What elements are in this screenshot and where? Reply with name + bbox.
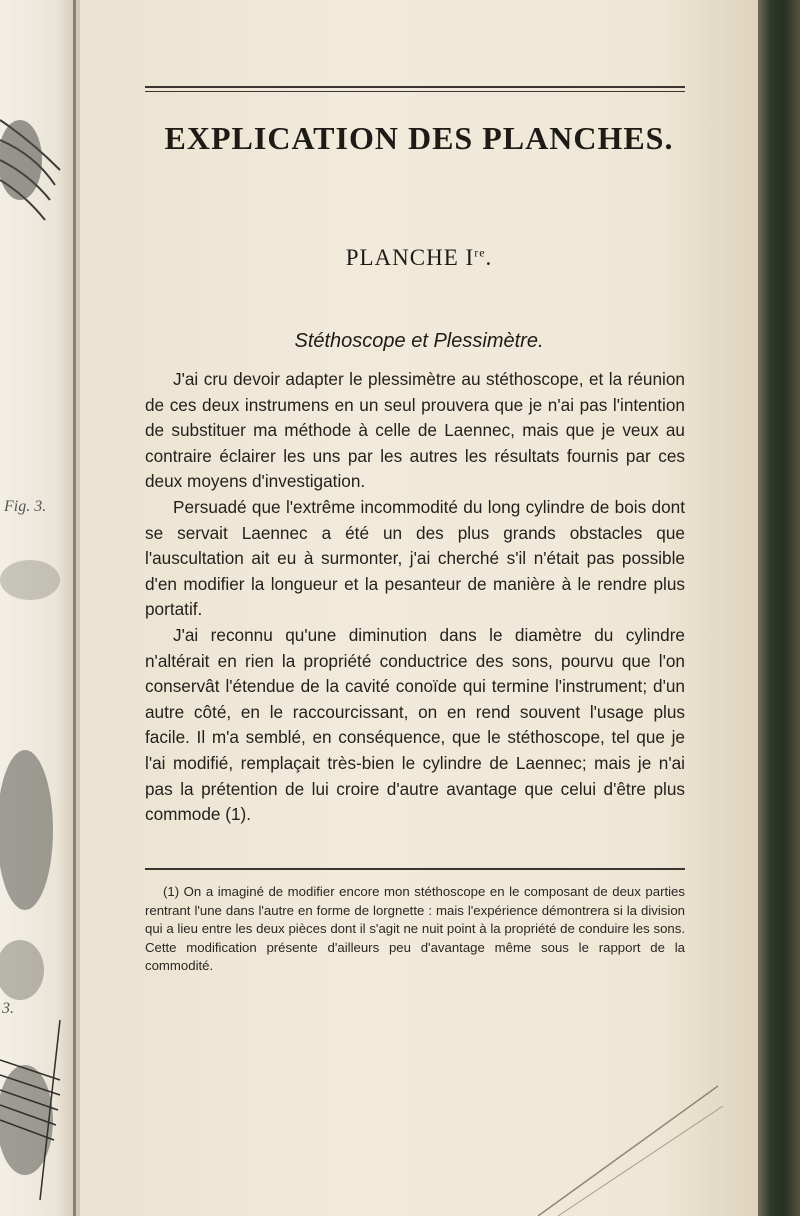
paragraph: J'ai reconnu qu'une diminution dans le diamètre du cylindre n'altérait en rien la propriété conductrice des sons, pourvu que l'on conservât l'étendue de la cavité conoïde qui termine l'instrument; d'un autre côté, en le raccourcissant, on en rend souvent l'usage plus facile. Il m'a semblé, en conséquence, que le stéthoscope, tel que je l'ai modifié, remplaçait très-bien le cylindre de Laennec; mais je n'ai pas la prétention de lui croire d'autre avantage que celui d'être plus commode (1). xyxy=(145,624,685,825)
top-rule-thin xyxy=(145,91,685,92)
plate-superscript: re xyxy=(474,245,486,260)
paragraph: J'ai cru devoir adapter le plessimètre au stéthoscope, et la réunion de ces deux instrumens en un seul prouvera que je n'ai pas l'intention de substituer ma méthode à celle de Laennec, mais que je veux au contraire éclairer les uns par les autres les résultats fournis par ces deux moyens d'investigation. xyxy=(145,369,685,492)
footnote-text: (1) On a imaginé de modifier encore mon stéthoscope en le composant de deux parties rentrant l'une dans l'autre en forme de lorgnette : mais l'expérience démontrera si la division qui a lieu entre les deux pièces dont il s'agit ne nuit point à la propriété de conduire les sons. Cette modification présente d'ailleurs peu d'avantage même sous le rapport de la commodité. xyxy=(145,884,685,973)
binding-edge xyxy=(758,0,800,1216)
plate-subtitle: Stéthoscope et Plessimètre. xyxy=(294,330,544,352)
footnote xyxy=(145,883,685,976)
fig-label: Fig. 3. xyxy=(4,498,47,515)
coil-illustration xyxy=(0,0,80,1216)
previous-plate-margin xyxy=(0,0,80,1216)
page-title: EXPLICATION DES PLANCHES. xyxy=(164,120,674,156)
plate-label: PLANCHE I xyxy=(345,245,475,270)
top-rule xyxy=(145,86,685,88)
footnote-rule xyxy=(145,868,685,870)
paragraph: Persuadé que l'extrême incommodité du long cylindre de bois dont se servait Laennec a été un des plus grands obstacles que l'auscultation ait eu à surmonter, j'ai cherché s'il n'était pas possible d'en modifier la longueur et la pesanteur de manière à le rendre plus portatif. xyxy=(145,496,685,620)
page xyxy=(80,0,758,1216)
page-edge xyxy=(73,0,76,1216)
fig-number: 3. xyxy=(2,1000,14,1017)
body-text xyxy=(145,367,685,828)
paper-crease xyxy=(468,1066,728,1216)
plate-heading: PLANCHE Ire. xyxy=(345,245,493,270)
